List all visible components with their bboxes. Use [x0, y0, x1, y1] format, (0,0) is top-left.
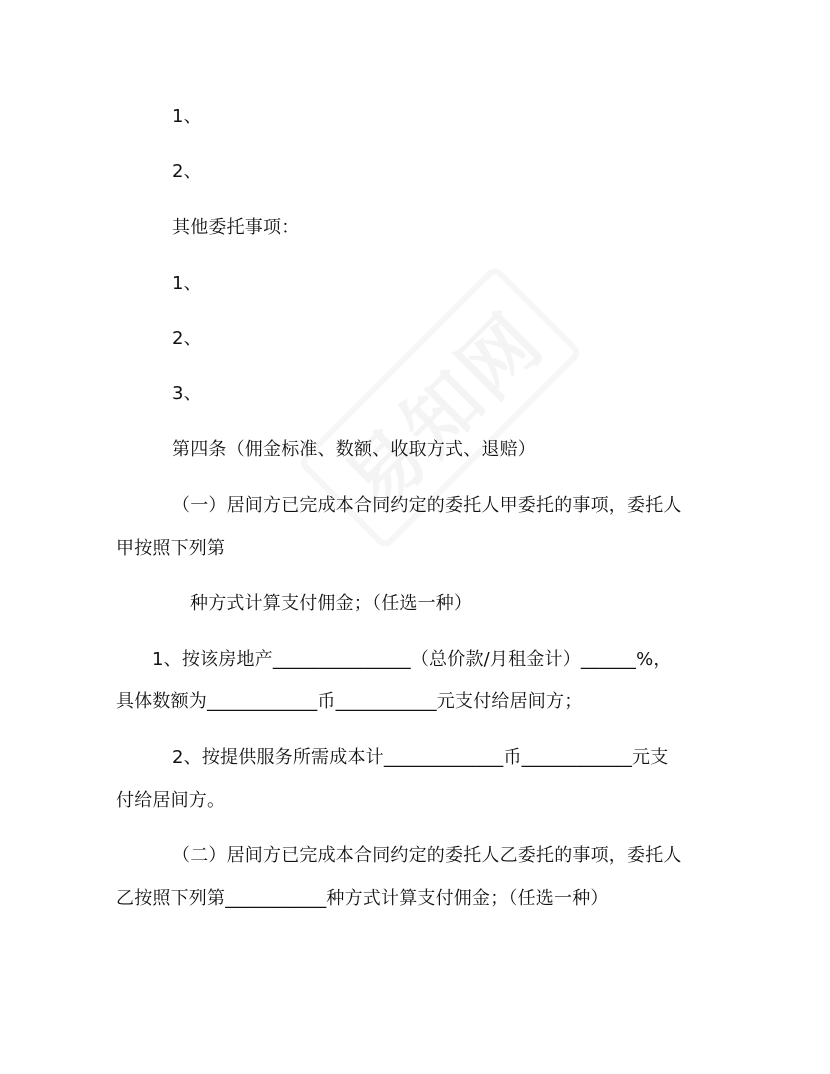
clause-one-line-1: （一）居间方已完成本合同约定的委托人甲委托的事项，委托人	[172, 495, 682, 516]
clause-one-line-2: 甲按照下列第	[116, 538, 226, 559]
method-two-line-1: 2、按提供服务所需成本计_____________币____________元支	[172, 747, 669, 768]
article-four-heading: 第四条（佣金标准、数额、收取方式、退赔）	[172, 439, 536, 460]
other-item-2: 2、	[172, 328, 202, 349]
clause-one-line-3: 种方式计算支付佣金；（任选一种）	[190, 593, 473, 614]
method-two-line-2: 付给居间方。	[116, 790, 226, 811]
clause-two-line-2: 乙按照下列第___________种方式计算支付佣金；（任选一种）	[116, 888, 609, 909]
other-item-3: 3、	[172, 383, 202, 404]
clause-two-line-1: （二）居间方已完成本合同约定的委托人乙委托的事项，委托人	[172, 845, 682, 866]
list-item-1: 1、	[172, 106, 202, 127]
method-one-line-2: 具体数额为____________币___________元支付给居间方；	[116, 691, 583, 712]
other-item-1: 1、	[172, 273, 202, 294]
method-one-line-1: 1、按该房地产_______________（总价款/月租金计）______%，	[152, 649, 672, 670]
other-matters-heading: 其他委托事项：	[172, 217, 300, 238]
list-item-2: 2、	[172, 161, 202, 182]
